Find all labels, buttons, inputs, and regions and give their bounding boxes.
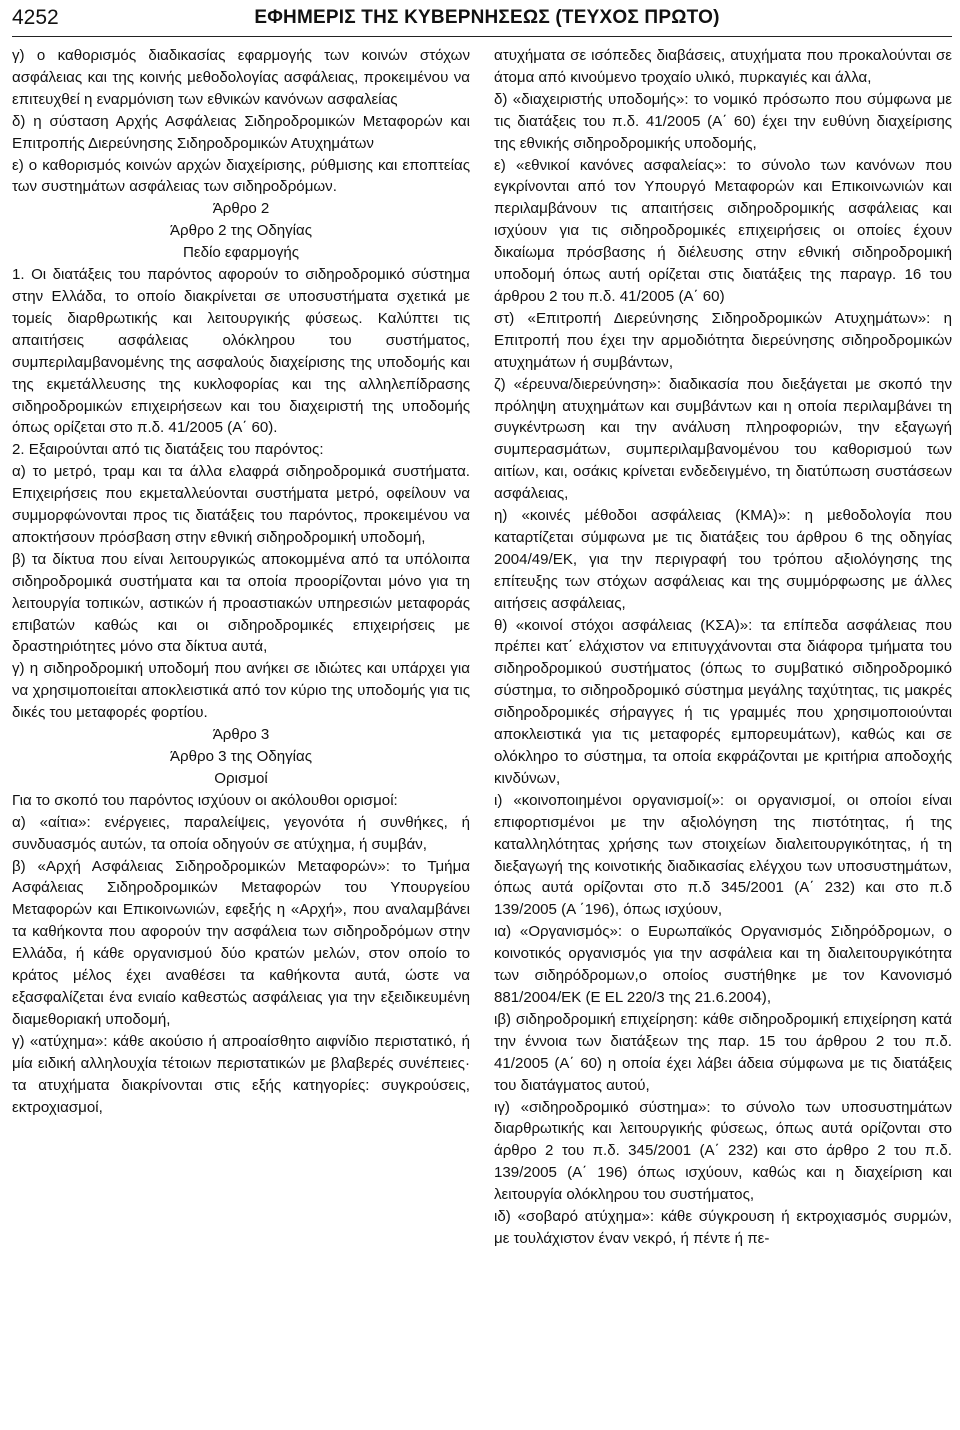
paragraph: 1. Οι διατάξεις του παρόντος αφορούν το σιδηροδρομικό σύστημα στην Ελλάδα, το οποίο διακρίνεται σε υποσυστήματα σχετικά με τομείς διαρθρωτικής και λειτουργικής φύσεως. Καλύπτει τις απαιτήσεις ασφάλειας ολόκληρου του συστήματος, συμπεριλαμβανομένης της ασφαλούς διαχείρισης της υποδομής και της εκμετάλλευσης της κυκλοφορίας και της αλληλεπίδρασης σιδηροδρομικών επιχειρήσεων και του διαχειριστή της υποδομής όπως ορίζεται στο π.δ. 41/2005 (Α΄ 60).: [12, 266, 470, 437]
paragraph: ιδ) «σοβαρό ατύχημα»: κάθε σύγκρουση ή εκτροχιασμός συρμών, με τουλάχιστον έναν νεκρό, ή πέντε ή πε-: [494, 1208, 952, 1247]
article-subheading: Άρθρο 3 της Οδηγίας: [169, 748, 313, 765]
paragraph: 2. Εξαιρούνται από τις διατάξεις του παρόντος:: [12, 441, 324, 459]
paragraph: δ) η σύσταση Αρχής Ασφάλειας Σιδηροδρομικών Μεταφορών και Επιτροπής Διερεύνησης Σιδηροδρομικών Ατυχημάτων: [12, 112, 470, 152]
article-title: Πεδίο εφαρμογής: [182, 244, 300, 262]
left-column: [12, 45, 470, 1250]
paragraph: ε) «εθνικοί κανόνες ασφαλείας»: το σύνολο των κανόνων που εγκρίνονται από τον Υπουργό Μεταφορών και Επικοινωνιών και περιλαμβάνουν τις απαιτήσεις σιδηροδρομικής ασφάλειας και ισχύουν για τις σιδηροδρομικές επιχειρήσεις οι οποίες έχουν δικαίωμα πρόσβασης ή διέλευσης στην εθνική σιδηροδρομική υποδομή όπως αυτή ορίζεται στις διατάξεις της παραγρ. 16 του άρθρου 2 του π.δ. 41/2005 (Α΄ 60): [494, 156, 952, 305]
paragraph: ιγ) «σιδηροδρομικό σύστημα»: το σύνολο των υποσυστημάτων διαρθρωτικής και λειτουργικής φύσεως, όπως αυτά ορίζονται στο άρθρο 2 του π.δ. 345/2001 (Α΄ 232) και στο άρθρο 2 του π.δ. 139/2005 (Α΄ 196) όπως ισχύουν, καθώς και η διαχείριση και λειτουργία ολόκληρου του συστήματος,: [494, 1098, 952, 1204]
article-heading: Άρθρο 2: [212, 200, 270, 218]
journal-title: ΕΦΗΜΕΡΙΣ ΤΗΣ ΚΥΒΕΡΝΗΣΕΩΣ (ΤΕΥΧΟΣ ΠΡΩΤΟ): [254, 7, 720, 28]
paragraph: β) τα δίκτυα που είναι λειτουργικώς αποκομμένα από τα υπόλοιπα σιδηροδρομικά συστήματα και τα οποία προορίζονται μόνο για τη λειτουργία τοπικών, αστικών ή προαστιακών υπηρεσιών μεταφοράς επιβατών καθώς και οι σιδηροδρομικές επιχειρήσεις με δραστηριότητες μόνο στα δίκτυα αυτά,: [12, 550, 470, 656]
page-number: 4252: [12, 6, 59, 29]
paragraph: η) «κοινές μέθοδοι ασφάλειας (ΚΜΑ)»: η μεθοδολογία που καταρτίζεται σύμφωνα με τις διατάξεις του άρθρου 6 της οδηγίας 2004/49/ΕΚ, για την περιγραφή του τρόπου αξιολόγησης της επίτευξης των στόχων ασφάλειας και της συμμόρφωσης με άλλες αιτήσεις ασφάλειας,: [494, 507, 952, 612]
right-column: [494, 45, 952, 1250]
article-subheading: Άρθρο 2 της Οδηγίας: [169, 222, 313, 240]
paragraph: ιβ) σιδηροδρομική επιχείρηση: κάθε σιδηροδρομική επιχείρηση κατά την έννοια των διατάξεων της παρ. 15 του άρθρου 2 του π.δ. 41/2005 (Α΄ 60) η οποία έχει λάβει άδεια σύμφωνα με τις διατάξεις του διατάγματος αυτού,: [494, 1010, 952, 1094]
text-columns: [12, 45, 952, 1250]
paragraph: γ) η σιδηροδρομική υποδομή που ανήκει σε ιδιώτες και υπάρχει για να χρησιμοποιείται αποκλειστικά από τον κύριο της υποδομής για τις δικές του μεταφορές φορτίου.: [12, 660, 470, 722]
paragraph: ατυχήματα σε ισόπεδες διαβάσεις, ατυχήματα που προκαλούνται σε άτομα από κινούμενο τροχαίο υλικό, πυρκαγιές και άλλα,: [494, 47, 952, 86]
paragraph: θ) «κοινοί στόχοι ασφάλειας (ΚΣΑ)»: τα επίπεδα ασφάλειας που πρέπει κατ΄ ελάχιστον να επιτυγχάνονται στα διάφορα τμήματα του σιδηροδρομικού συστήματος (όπως το συμβατικό σιδηροδρομικό σύστημα, το σιδηροδρομικό σύστημα μεγάλης ταχύτητας, τις μακρές σιδηροδρομικές σήραγγες ή τις γραμμές που χρησιμοποιούνται αποκλειστικά για τις μεταφορές εμπορευμάτων), καθώς και σε ολόκληρο το σύστημα, τα οποία εκφράζονται με κριτήρια αποδοχής κινδύνων,: [494, 616, 952, 787]
paragraph: α) το μετρό, τραμ και τα άλλα ελαφρά σιδηροδρομικά συστήματα. Επιχειρήσεις που εκμεταλλεύονται συστήματα μετρό, οφείλουν να συμμορφώνονται προς τις διατάξεις του παρόντος, προκειμένου να αποκτήσουν πρόσβαση στην εθνική σιδηροδρομική υποδομή,: [12, 463, 470, 546]
paragraph: ι) «κοινοποιημένοι οργανισμοί(»: οι οργανισμοί, οι οποίοι είναι επιφορτισμένοι με την αξιολόγηση της πιστότητας, ή της καταλληλότητας χρήσης των στοιχείων διαλειτουργικότητας, ή τη διεξαγωγή της κοινοτικής διαδικασίας ελέγχου των υποσυστημάτων, όπως αυτά ορίζονται στο π.δ 345/2001 (Α΄ 232) και στο π.δ 139/2005 (Α ΄196), όπως ισχύουν,: [494, 791, 952, 919]
page-header: [12, 0, 952, 37]
paragraph: γ) «ατύχημα»: κάθε ακούσιο ή απροαίσθητο αιφνίδιο περιστατικό, ή μία ειδική αλληλουχία τέτοιων περιστατικών με βλαβερές συνέπειες· τα ατυχήματα διακρίνονται στις εξής κατηγορίες: συγκρούσεις, εκτροχιασμοί,: [12, 1032, 470, 1116]
paragraph: δ) «διαχειριστής υποδομής»: το νομικό πρόσωπο που σύμφωνα με τις διατάξεις του π.δ. 41/2005 (Α΄ 60) έχει την ευθύνη διαχείρισης της εθνικής σιδηροδρομικής υποδομής,: [494, 90, 952, 152]
paragraph: α) «αίτια»: ενέργειες, παραλείψεις, γεγονότα ή συνθήκες, ή συνδυασμός αυτών, τα οποία οδηγούν σε ατύχημα, ή συμβάν,: [12, 813, 470, 853]
paragraph: γ) ο καθορισμός διαδικασίας εφαρμογής των κοινών στόχων ασφάλειας και της κοινής μεθοδολογίας ασφάλειας, προκειμένου να επιτευχθεί η εναρμόνιση των εθνικών κανόνων ασφαλείας: [12, 47, 470, 108]
paragraph: ια) «Οργανισμός»: ο Ευρωπαϊκός Οργανισμός Σιδηρόδρομων, ο κοινοτικός οργανισμός για την ασφάλεια και τη διαλειτουργικότητα των σιδηρόδρομων,ο οποίος συστήθηκε με τον Κανονισμό 881/2004/ΕΚ (Ε EL 220/3 της 21.6.2004),: [494, 923, 952, 1006]
paragraph: β) «Αρχή Ασφάλειας Σιδηροδρομικών Μεταφορών»: το Τμήμα Ασφάλειας Σιδηροδρομικών Μεταφορών του Υπουργείου Μεταφορών και Επικοινωνιών, εφεξής η «Αρχή», που αναλαμβάνει τα καθήκοντα που αφορούν την ασφάλεια των σιδηροδρόμων στην Ελλάδα, ή κάθε οργανισμού δύο κρατών μελών, στον οποίο το κράτος μέλος έχει αναθέσει τα καθήκοντα αυτά, ώστε να εξασφαλίζεται ένα ενιαίο καθεστώς ασφάλειας για την εξειδικευμένη διαμεθοριακή υποδομή,: [12, 857, 470, 1028]
article-heading: Άρθρο 3: [212, 726, 270, 744]
paragraph: ε) ο καθορισμός κοινών αρχών διαχείρισης, ρύθμισης και εποπτείας των συστημάτων ασφάλειας των σιδηροδρόμων.: [12, 156, 470, 196]
paragraph: στ) «Επιτροπή Διερεύνησης Σιδηροδρομικών Ατυχημάτων»: η Επιτροπή που έχει την αρμοδιότητα διερεύνησης σιδηροδρομικών ατυχημάτων ή συμβάντων,: [494, 309, 952, 371]
paragraph: Για το σκοπό του παρόντος ισχύουν οι ακόλουθοι ορισμοί:: [12, 791, 398, 809]
article-title: Ορισμοί: [214, 769, 268, 787]
paragraph: ζ) «έρευνα/διερεύνηση»: διαδικασία που διεξάγεται με σκοπό την πρόληψη ατυχημάτων και συμβάντων και η οποία περιλαμβάνει τη συγκέντρωση και την ανάλυση πληροφοριών, την εξαγωγή συμπερασμάτων, συμπεριλαμβανομένου του καθορισμού των αιτίων, και, οσάκις κρίνεται ενδεδειγμένο, τη διατύπωση συστάσεων ασφάλειας,: [494, 375, 952, 503]
